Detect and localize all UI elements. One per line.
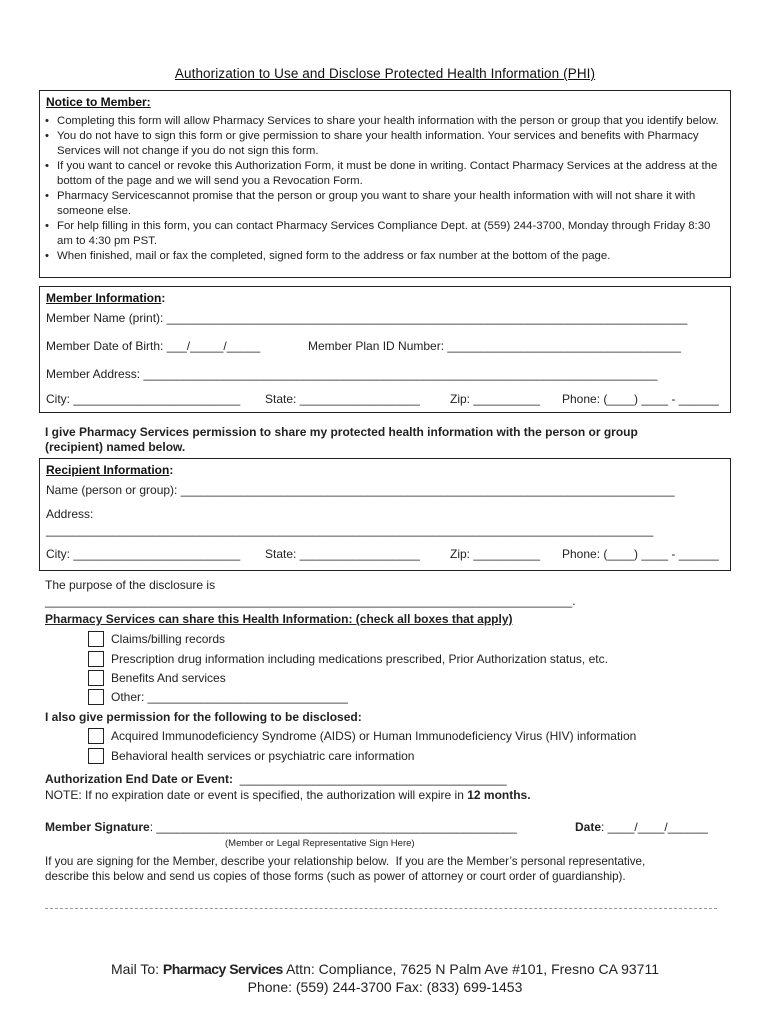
recipient-phone-field[interactable]: Phone: (____) ____ - ______ [562,547,719,561]
form-title: Authorization to Use and Disclose Protected Health Information (PHI) [174,66,596,81]
phone-fax: Phone: (559) 244-3700 Fax: (833) 699-1453 [247,979,523,995]
expiration-note-text: NOTE: If no expiration date or event is specified, the authorization will expire in [45,788,468,802]
notice-heading: Notice to Member: [46,95,151,109]
date-label: Date [575,820,602,834]
recipient-address-label: Address: [46,507,94,521]
brand-name: Pharmacy Services [162,961,283,977]
prescription-checkbox[interactable] [88,651,104,667]
notice-bullets [45,114,725,264]
hiv-aids-label: Acquired Immunodeficiency Syndrome (AIDS) or Human Immunodeficiency Virus (HIV) information [111,729,637,743]
recipient-address-field[interactable]: ___________________________________________________________________________________________ [46,523,654,537]
mail-address: Attn: Compliance, 7625 N Palm Ave #101, Fresno CA 93711 [282,961,659,977]
benefits-checkbox[interactable] [88,670,104,686]
relationship-text-1: If you are signing for the Member, describe your relationship below. If you are the Member’s personal representative, [45,855,646,868]
signature-label: Member Signature [45,820,150,834]
notice-bullet: • Pharmacy Servicescannot promise that the person or group you want to share your health information with will not share it with someone else. [45,189,725,219]
mail-to-label: Mail To: [111,961,163,977]
member-state-field[interactable]: State: __________________ [265,392,420,406]
mail-to-address [0,961,770,977]
notice-bullet: • When finished, mail or fax the completed, signed form to the address or fax number at the bottom of the page. [45,249,725,264]
member-phone-field[interactable]: Phone: (____) ____ - ______ [562,392,719,406]
hiv-aids-checkbox[interactable] [88,728,104,744]
member-plan-id-field[interactable]: Member Plan ID Number: ___________________________________ [308,339,681,353]
prescription-label: Prescription drug information including medications prescribed, Prior Authorization status, etc. [111,652,608,666]
recipient-info-box [39,458,731,571]
permission-statement-cont: (recipient) named below. [45,440,186,454]
notice-bullet: • If you want to cancel or revoke this Authorization Form, it must be done in writing. Contact Pharmacy Services at the address at the bottom of the page and we will send you a Revocation Form. [45,159,725,189]
notice-box [39,90,731,278]
notice-bullet: • For help filling in this form, you can contact Pharmacy Services Compliance Dept. at (559) 244-3700, Monday through Friday 8:30 am to 4:30 pm PST. [45,219,725,249]
purpose-field[interactable]: _______________________________________________________________________________. [45,594,576,608]
end-date-row [45,772,507,786]
member-info-box [39,286,731,413]
also-permit-heading: I also give permission for the following to be disclosed: [45,710,362,724]
member-info-heading: Member Information: [46,291,166,305]
permission-statement: I give Pharmacy Services permission to share my protected health information with the person or group [45,425,638,439]
signature-field[interactable]: : ______________________________________________________ [149,820,517,834]
recipient-state-field[interactable]: State: __________________ [265,547,420,561]
relationship-field[interactable] [45,908,717,909]
end-date-label: Authorization End Date or Event: [45,772,234,786]
expiration-note [45,788,531,802]
member-address-field[interactable]: Member Address: _____________________________________________________________________________ [46,367,658,381]
recipient-name-field[interactable]: Name (person or group): __________________________________________________________________________ [46,483,675,497]
other-checkbox[interactable] [88,689,104,705]
member-name-field[interactable]: Member Name (print): ______________________________________________________________________________ [46,311,688,325]
member-dob-field[interactable]: Member Date of Birth: ___/_____/_____ [46,339,261,353]
date-row [575,820,708,834]
notice-bullet: • Completing this form will allow Pharmacy Services to share your health information with the person or group that you identify below. [45,114,725,129]
recipient-city-field[interactable]: City: _________________________ [46,547,241,561]
benefits-label: Benefits And services [111,671,226,685]
recipient-zip-field[interactable]: Zip: __________ [450,547,541,561]
signature-sub-label: (Member or Legal Representative Sign Here) [225,838,415,849]
recipient-info-heading: Recipient Information: [46,463,174,477]
date-field[interactable]: : ____/____/______ [601,820,708,834]
relationship-text-2: describe this below and send us copies of those forms (such as power of attorney or court order of guardianship). [45,870,626,883]
claims-checkbox[interactable] [88,631,104,647]
signature-row [45,820,517,834]
expiration-note-bold: 12 months. [467,788,531,802]
behavioral-health-checkbox[interactable] [88,748,104,764]
end-date-field[interactable]: ________________________________________ [239,772,507,786]
member-zip-field[interactable]: Zip: __________ [450,392,541,406]
member-city-field[interactable]: City: _________________________ [46,392,241,406]
notice-bullet: • You do not have to sign this form or give permission to share your health information. Your services and benefits with Pharmacy Services will not change if you do not sign this form. [45,129,725,159]
other-label[interactable]: Other: ______________________________ [111,690,348,704]
health-info-heading: Pharmacy Services can share this Health Information: (check all boxes that apply) [45,612,513,626]
purpose-label: The purpose of the disclosure is [45,578,216,592]
claims-label: Claims/billing records [111,632,226,646]
behavioral-health-label: Behavioral health services or psychiatric care information [111,749,415,763]
